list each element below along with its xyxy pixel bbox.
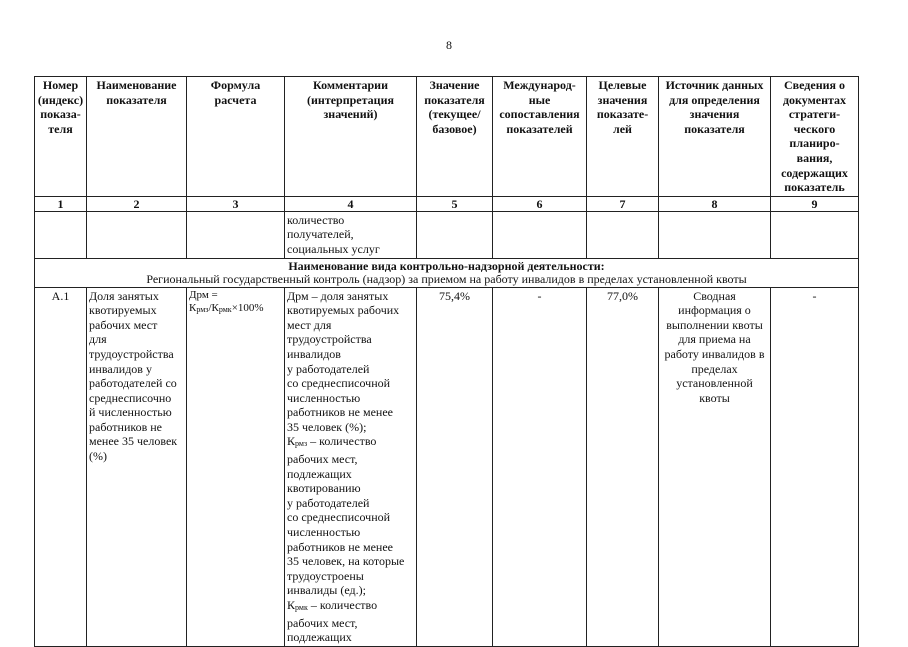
page-number: 8 (446, 38, 452, 52)
section-cell (35, 258, 859, 287)
header-cell: Сведения о документах стратеги- ческого планиро- вания, содержащих показатель (771, 77, 859, 197)
indicator-name: Доля занятых квотируемых рабочих мест для трудоустройства инвалидов у работодателей со среднесписочно й численностью работников не менее 35 человек (%) (87, 287, 187, 646)
header-cell: Значение показателя (текущее/ базовое) (417, 77, 493, 197)
column-number: 4 (285, 196, 417, 211)
comment-part-1: Дрм – доля занятых квотируемых рабочих мест для трудоустройства инвалидов у работодателей со среднесписочной численностью работников не менее 35 человек (%); (287, 288, 400, 434)
indicator-comment: Дрм – доля занятых квотируемых рабочих мест для трудоустройства инвалидов у работодателей со среднесписочной численностью работников не менее 35 человек (%); $К_{рмз}$ – количество рабочих мест, подлежащих квотированию у работодателей со среднесписочной численностью работников не менее 35 человек, на которые трудоустроены инвалиды (ед.); $К_{рмк}$ – количество рабочих мест, подлежащих (285, 287, 417, 646)
header-row (35, 77, 859, 197)
formula-line-1: Дрм = (189, 288, 218, 301)
column-number: 9 (771, 196, 859, 211)
indicator-value: 75,4% (417, 287, 493, 646)
continuation-comment: количество получателей, социальных услуг (285, 211, 417, 258)
column-number: 5 (417, 196, 493, 211)
column-number: 6 (493, 196, 587, 211)
column-number: 7 (587, 196, 659, 211)
continuation-row (35, 211, 859, 258)
indicator-international: - (493, 287, 587, 646)
indicator-source: Сводная информация о выполнении квоты для приема на работу инвалидов в пределах установленной квоты (659, 287, 771, 646)
header-cell: Целевые значения показате- лей (587, 77, 659, 197)
header-cell: Наименование показателя (87, 77, 187, 197)
comment-part-3: – количество рабочих мест, подлежащих (287, 598, 378, 645)
header-cell: Формула расчета (187, 77, 285, 197)
indicator-formula: Дрм = $К_{рмз}/К_{рмк}\times 100\%$ (187, 287, 285, 646)
indicators-table (34, 76, 859, 647)
column-number: 1 (35, 196, 87, 211)
column-number: 8 (659, 196, 771, 211)
indicator-documents: - (771, 287, 859, 646)
indicator-index: А.1 (35, 287, 87, 646)
header-cell: Международ- ные сопоставления показателей (493, 77, 587, 197)
column-number-row (35, 196, 859, 211)
column-number: 2 (87, 196, 187, 211)
header-cell: Источник данных для определения значения показателя (659, 77, 771, 197)
column-number: 3 (187, 196, 285, 211)
indicator-target: 77,0% (587, 287, 659, 646)
table-row (35, 287, 859, 646)
section-title: Наименование вида контрольно-надзорной деятельности: (288, 258, 605, 273)
header-cell: Номер (индекс) показа- теля (35, 77, 87, 197)
section-subtitle: Региональный государственный контроль (надзор) за приемом на работу инвалидов в пределах установленной квоты (146, 271, 747, 286)
comment-part-2: – количество рабочих мест, подлежащих квотированию у работодателей со среднесписочной численностью работников не менее 35 человек, на которые трудоустроены инвалиды (ед.); (287, 434, 405, 598)
header-cell: Комментарии (интерпретация значений) (285, 77, 417, 197)
section-row (35, 258, 859, 287)
